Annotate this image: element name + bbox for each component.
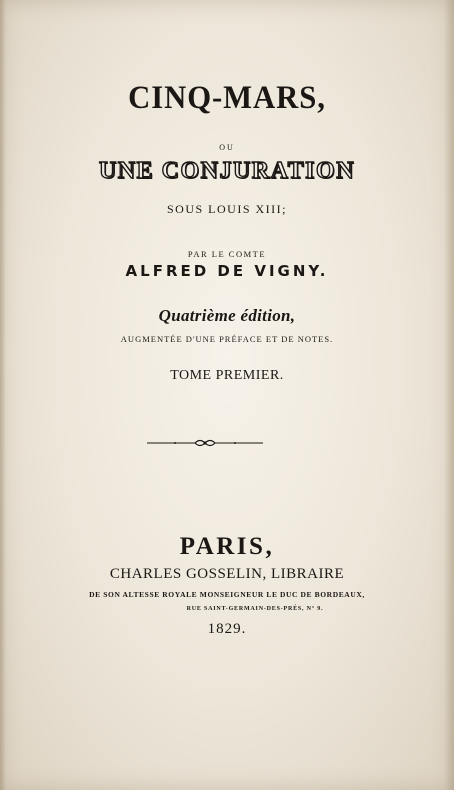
volume-label: TOME PREMIER. [170,368,284,383]
subtitle-reign: SOUS LOUIS XIII; [167,202,287,216]
title-conjunction: OU [219,143,235,152]
imprint-patron: DE SON ALTESSE ROYALE MONSEIGNEUR LE DUC DE BORDEAUX, [89,590,365,599]
page-shadow-left [0,0,6,790]
book-subtitle: UNE CONJURATION [98,158,356,184]
by-line: PAR LE COMTE [187,249,267,259]
edition-augmentation: AUGMENTÉE D'UNE PRÉFACE ET DE NOTES. [120,334,334,344]
rule-ornament-icon [145,436,265,450]
page-edge-right [444,0,454,790]
imprint-city: PARIS, [179,533,275,560]
book-title: CINQ-MARS, [128,80,326,116]
author-name: ALFRED DE VIGNY. [125,262,329,280]
imprint-publisher: CHARLES GOSSELIN, LIBRAIRE [109,566,345,582]
imprint-address: RUE SAINT-GERMAIN-DES-PRÉS, N° 9. [186,606,324,612]
edition-statement: Quatrième édition, [158,306,296,325]
imprint-year: 1829. [207,621,247,637]
